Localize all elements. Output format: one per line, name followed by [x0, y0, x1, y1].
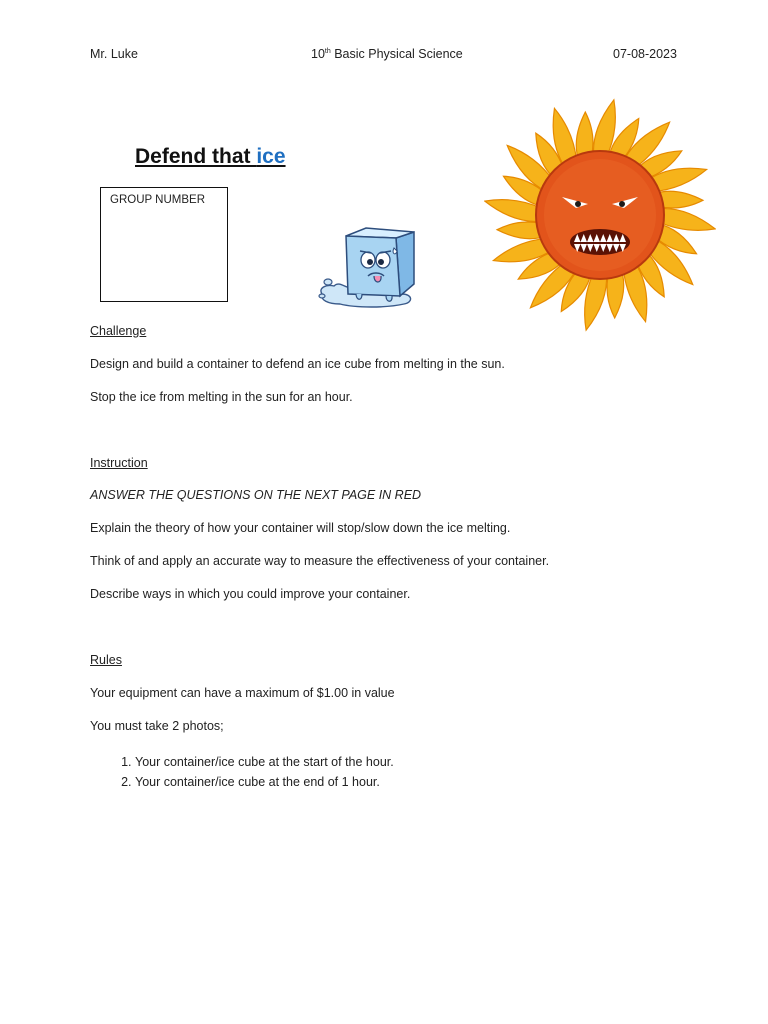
- photo-list-item-2: 2. Your container/ice cube at the end of 1 hour.: [135, 772, 394, 792]
- course-title: [311, 47, 463, 61]
- melting-ice-cube-icon: [316, 224, 420, 310]
- rules-heading: Rules: [90, 653, 122, 667]
- challenge-line-2: Stop the ice from melting in the sun for an hour.: [90, 390, 353, 404]
- course-grade: 10: [311, 47, 325, 61]
- course-name: Basic Physical Science: [330, 47, 463, 61]
- instruction-heading: Instruction: [90, 456, 148, 470]
- group-number-box: [100, 187, 228, 302]
- group-number-label: GROUP NUMBER: [110, 194, 205, 206]
- instruction-note: ANSWER THE QUESTIONS ON THE NEXT PAGE IN RED: [90, 488, 422, 502]
- angry-sun-icon: [484, 96, 716, 334]
- rules-line-1: Your equipment can have a maximum of $1.00 in value: [90, 686, 395, 700]
- instruction-line-2: Think of and apply an accurate way to measure the effectiveness of your container.: [90, 554, 550, 568]
- title-accent: ice: [256, 145, 286, 168]
- teacher-name: Mr. Luke: [90, 47, 138, 61]
- challenge-line-1: Design and build a container to defend an ice cube from melting in the sun.: [90, 357, 505, 371]
- challenge-heading: Challenge: [90, 324, 147, 338]
- document-date: 07-08-2023: [613, 47, 677, 61]
- photo-list-item-1: 1. Your container/ice cube at the start of the hour.: [135, 752, 394, 772]
- page-title: [135, 145, 286, 169]
- photo-list: [90, 752, 394, 792]
- instruction-line-3: Describe ways in which you could improve your container.: [90, 587, 411, 601]
- rules-line-2: You must take 2 photos;: [90, 719, 224, 733]
- title-prefix: Defend that: [135, 145, 257, 168]
- instruction-line-1: Explain the theory of how your container will stop/slow down the ice melting.: [90, 521, 511, 535]
- course-grade-suffix: th: [324, 47, 331, 55]
